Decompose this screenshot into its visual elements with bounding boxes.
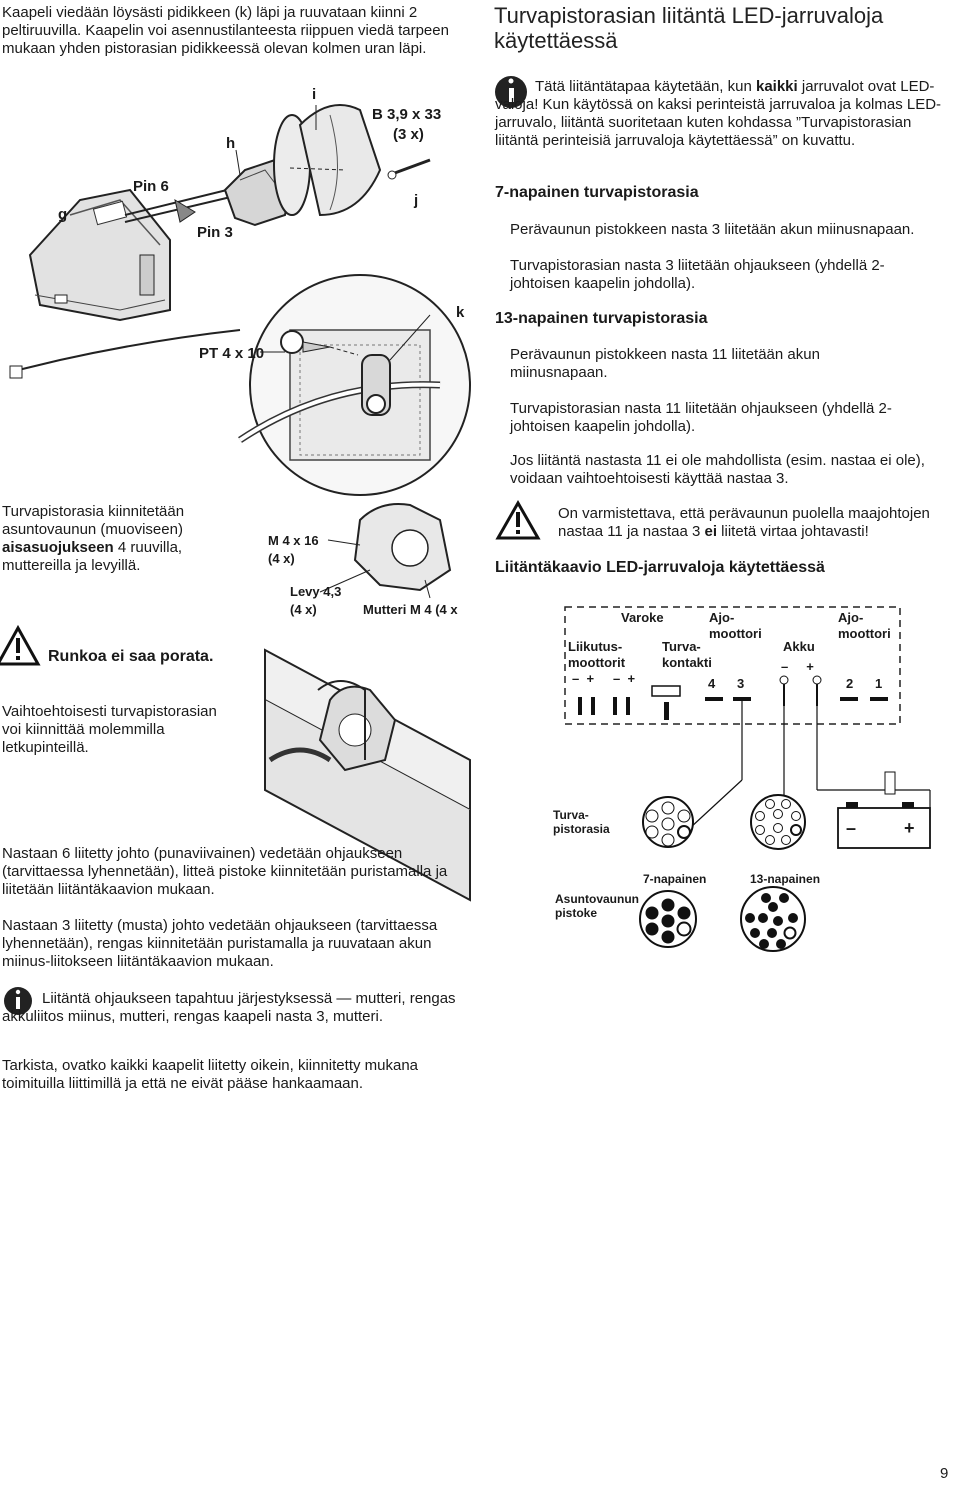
label-akku: Akku	[783, 639, 815, 654]
battery-terminal-minus	[780, 676, 788, 706]
subheading-13pin: 13-napainen turvapistorasia	[495, 310, 708, 327]
label-mutteri: Mutteri M 4 (4 x	[363, 602, 458, 617]
socket-13pin-top	[751, 795, 805, 849]
warning-ground-text: On varmistettava, että perävaunun puolella maajohtojen nastaa 11 ja nastaa 3 ei liitetä virtaa johtavasti!	[558, 505, 930, 540]
label-asuntovaunun-a: Asuntovaunun	[555, 892, 639, 906]
label-varoke: Varoke	[621, 610, 664, 625]
pin6-paragraph: Nastaan 6 liitetty johto (punaviivainen) vedetään ohjaukseen (tarvittaessa lyhennetään), litteä pistoke kiinnitetään puristamalla ja liitetään liitäntäkaavion mukaan.	[2, 845, 448, 898]
label-asuntovaunun-b: pistoke	[555, 906, 598, 920]
label-pm3: – +	[781, 659, 814, 674]
label-k: k	[456, 304, 465, 321]
final-check-text: Tarkista, ovatko kaikki kaapelit liitetty oikein, kiinnitetty mukana toimituilla liittimillä ja että ne eivät pääse hankaamaan.	[2, 1057, 419, 1092]
page-number: 9	[940, 1465, 949, 1482]
label-13-napainen: 13-napainen	[750, 872, 821, 886]
motor-terminals	[578, 697, 630, 715]
battery-minus-sign: –	[846, 818, 857, 838]
label-ajo1-a: Ajo-	[709, 610, 735, 625]
label-ajo1-b: moottori	[709, 626, 762, 641]
label-pt-screw: PT 4 x 10	[199, 345, 265, 362]
p7-b: Turvapistorasian nasta 3 liitetään ohjaukseen (yhdellä 2-johtoisen kaapelin johdolla).	[510, 257, 885, 292]
label-m-screw: M 4 x 16	[268, 533, 319, 548]
label-turvapistorasia-a: Turva-	[553, 808, 589, 822]
battery-plus-sign: +	[904, 818, 915, 838]
label-turva-a: Turva-	[662, 639, 701, 654]
label-g: g	[58, 206, 68, 223]
label-b-qty: (3 x)	[393, 126, 424, 143]
label-ajo2-b: moottori	[838, 626, 891, 641]
label-pm1: – +	[572, 671, 595, 686]
label-n1: 1	[875, 676, 883, 691]
label-turvapistorasia-b: pistorasia	[553, 822, 610, 836]
label-7-napainen: 7-napainen	[643, 872, 707, 886]
label-ajo2-a: Ajo-	[838, 610, 864, 625]
label-j: j	[414, 192, 419, 209]
battery-fuse	[885, 772, 895, 794]
label-pm2: – +	[613, 671, 636, 686]
fuse-symbol	[652, 686, 680, 696]
mount-paragraph: Turvapistorasia kiinnitetään asuntovaunun (muoviseen) aisasuojukseen 4 ruuvilla, muttereilla ja levyillä.	[2, 503, 185, 574]
intro-paragraph: Kaapeli viedään löysästi pidikkeen (k) läpi ja ruuvataan kiinni 2 peltiruuvilla. Kaapelin voi asennustilanteesta riippuen viedä tarpeen mukaan yhden pistorasian pidikkeessä olevan kolmen uran läpi.	[2, 4, 449, 57]
subheading-7pin: 7-napainen turvapistorasia	[495, 184, 699, 201]
warning-drill-text: Runkoa ei saa porata.	[48, 648, 214, 665]
label-pin3: Pin 3	[197, 224, 233, 241]
label-pin6: Pin 6	[133, 178, 169, 195]
diagram-title: Liitäntäkaavio LED-jarruvaloja käytettäessä	[495, 559, 825, 576]
p13-b: Turvapistorasian nasta 11 liitetään ohjaukseen (yhdellä 2-johtoisen kaapelin johdolla).	[510, 400, 892, 435]
pin3-paragraph: Nastaan 3 liitetty (musta) johto vedetään ohjaukseen (tarvittaessa lyhennetään), rengas kiinnitetään puristamalla ja ruuvataan akun miinus-liitokseen liitäntäkaavion mukaan.	[2, 917, 438, 970]
label-n4: 4	[708, 676, 716, 691]
label-turva-b: kontakti	[662, 655, 712, 670]
label-b-screw: B 3,9 x 33	[372, 106, 442, 123]
label-n2: 2	[846, 676, 854, 691]
socket-7pin-top	[643, 797, 693, 847]
battery-terminal-plus	[813, 676, 821, 706]
label-h: h	[226, 135, 236, 152]
label-i: i	[312, 86, 317, 103]
label-levy: Levy 4,3	[290, 584, 342, 599]
label-m-qty: (4 x)	[268, 551, 295, 566]
p7-a: Perävaunun pistokkeen nasta 3 liitetään akun miinusnapaan.	[510, 221, 915, 238]
label-n3: 3	[737, 676, 745, 691]
alt-mount-text: Vaihtoehtoisesti turvapistorasian voi kiinnittää molemmilla letkupinteillä.	[2, 703, 217, 756]
p13-a: Perävaunun pistokkeen nasta 11 liitetään akun miinusnapaan.	[510, 346, 820, 381]
led-info-paragraph: Tätä liitäntätapaa käytetään, kun kaikki jarruvalot ovat LED-valoja! Kun käytössä on kaksi perinteistä jarruvaloa ja kolmas LED-jarruvalo, liitäntä suoritetaan kuten kohdassa ”Turvapistorasian liitäntä perinteisiä jarruvaloja käytettäessä” on kuvattu.	[495, 78, 942, 149]
p13-c: Jos liitäntä nastasta 11 ei ole mahdollista (esim. nastaa ei ole), voidaan vaihtoehtoisesti käyttää nastaa 3.	[510, 452, 925, 487]
label-liikutus-a: Liikutus-	[568, 639, 623, 654]
connection-order-text: Liitäntä ohjaukseen tapahtuu järjestyksessä — mutteri, rengas akkuliitos miinus, mutteri, rengas kaapeli nasta 3, mutteri.	[2, 990, 456, 1025]
label-levy-qty: (4 x)	[290, 602, 317, 617]
section-heading: Turvapistorasian liitäntä LED-jarruvaloja käytettäessä	[494, 3, 884, 53]
safety-contact-terminal	[664, 702, 669, 720]
label-liikutus-b: moottorit	[568, 655, 626, 670]
